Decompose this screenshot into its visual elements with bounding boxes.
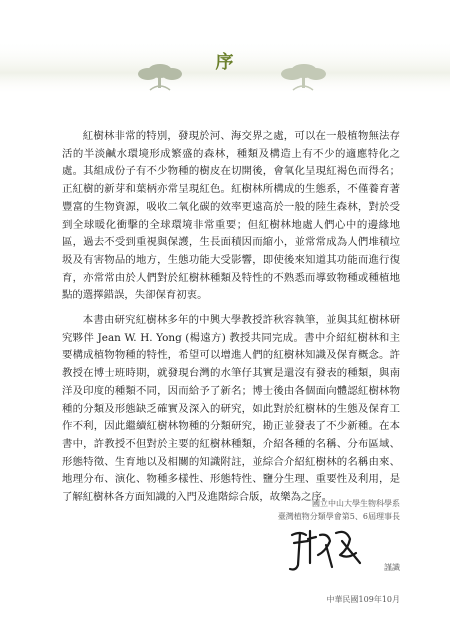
signer-role: 臺灣植物分類學會第5、6屆理事長 bbox=[277, 512, 400, 521]
signature-row bbox=[180, 525, 400, 587]
paragraph-1: 紅樹林非常的特別，發現於河、海交界之處，可以在一般植物無法存活的半淡鹹水環境形成繁盛的森林，種類及構造上有不少的適應特化之處。其組成份子有不少物種的樹皮在切開後，會氧化呈現紅褐色而得名；正紅樹的新芽和葉柄亦常呈現紅色。紅樹林所構成的生態系，不僅養育著豐富的生物資源，吸收二氧化碳的效率更遠高於一般的陸生森林，對於受到全球暖化衝擊的全球環境非常重要；但紅樹林地處人們心中的邊緣地區，過去不受到重視與保護，生長面積因而縮小，並常常成為人們堆積垃圾及有害物品的地方，生態功能大受影響，即使後來知道其功能而進行復育，亦常常由於人們對於紅樹林種類及特性的不熟悉而導致物種或種植地點的選擇錯誤，失卻保育初衷。 bbox=[62, 130, 400, 302]
signer-affiliation: 國立中山大學生物科學系 bbox=[312, 499, 400, 508]
signature-respect: 謹識 bbox=[384, 563, 400, 572]
preface-body bbox=[62, 128, 400, 514]
signature-date: 中華民國109年10月 bbox=[326, 595, 400, 604]
handwritten-signature bbox=[286, 525, 364, 577]
paragraph-2: 本書由研究紅樹林多年的中興大學教授許秋容執筆，並與其紅樹林研究夥伴 Jean W. H. Yong (楊遠方) 教授共同完成。書中介紹紅樹林和主要構成植物物種的特性，希望可以增進人們的紅樹林知識及保育概念。許教授在博士班時期，就發現台灣的水筆仔其實是還沒有發表的種類，與南洋及印度的種類不同，因而給予了新名；博士後由各個面向體認紅樹林物種的分類及形態缺乏確實及深入的研究，如此對於紅樹林的生態及保育工作不利，因此繼續紅樹林物種的分類研究，勘正並發表了不少新種。在本書中，許教授不但對於主要的紅樹林種類，介紹各種的名稱、分布區域、形態特徵、生育地以及相關的知識附註，並綜合介紹紅樹林的名稱由來、地理分布、演化、物種多樣性、形態特性、鹽分生理、重要性及利用，是了解紅樹林各方面知識的入門及進階綜合版，故樂為之序。 bbox=[62, 314, 400, 504]
signature-block bbox=[180, 497, 400, 606]
page-title: 序 bbox=[215, 52, 235, 73]
